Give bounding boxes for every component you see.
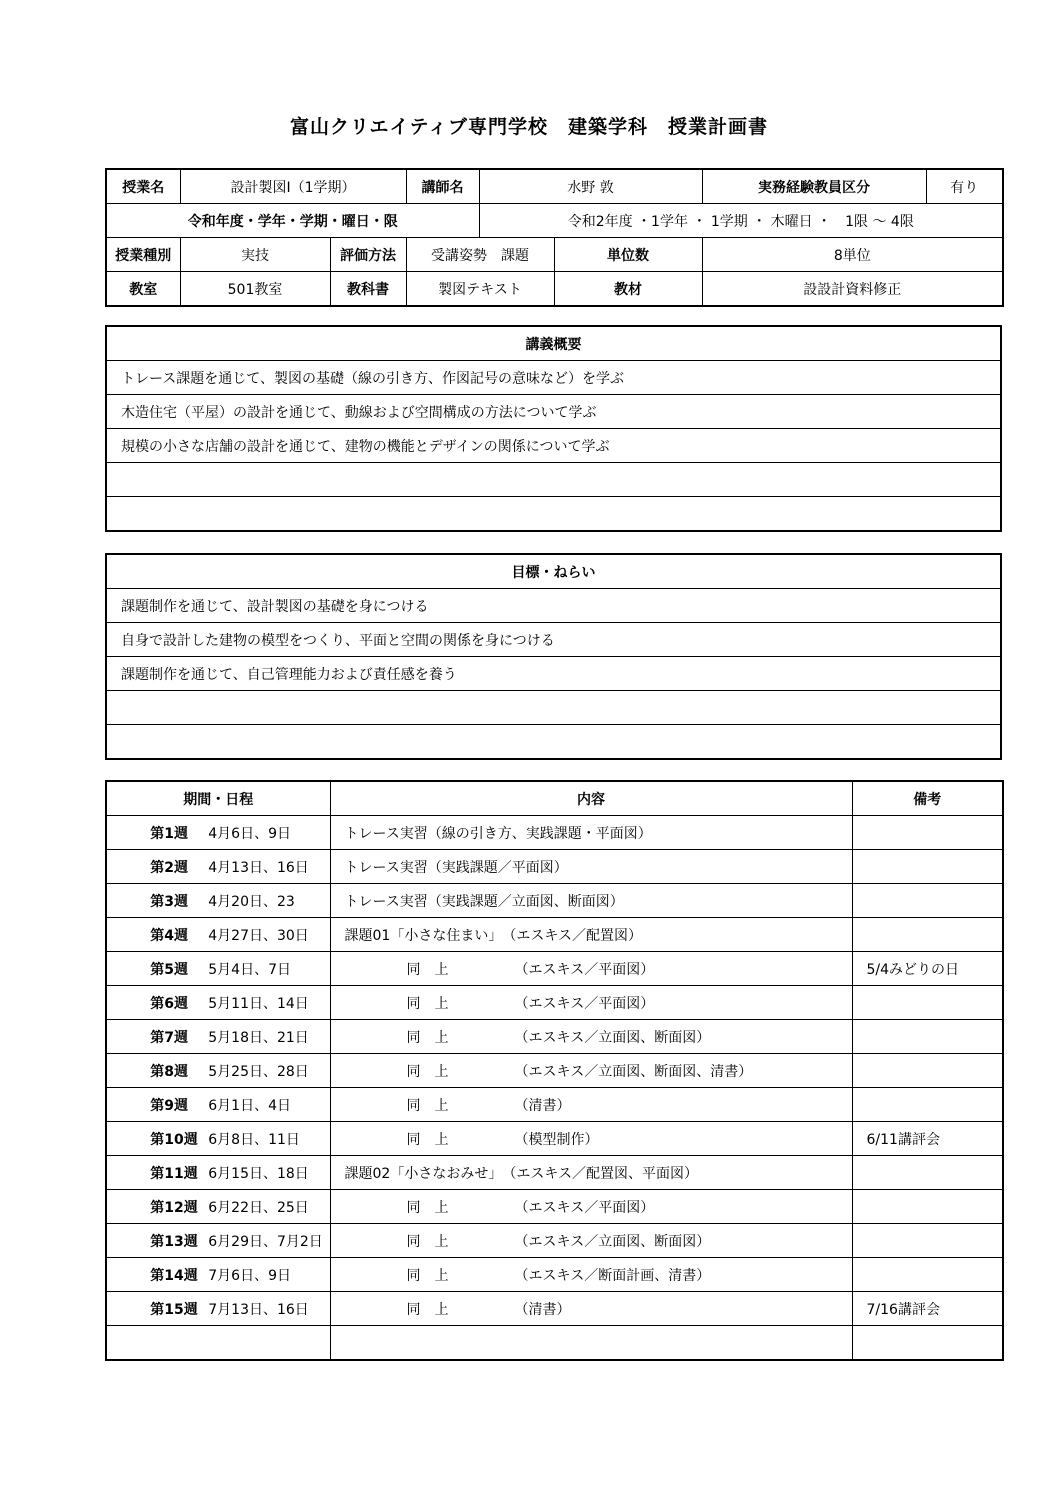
overview-item	[106, 497, 1001, 532]
schedule-period-cell	[106, 1088, 330, 1122]
schedule-note-cell	[852, 1258, 1003, 1292]
term-label: 令和年度・学年・学期・曜日・限	[106, 204, 479, 238]
eval-value: 受講姿勢 課題	[406, 238, 554, 272]
experience-value: 有り	[926, 169, 1003, 204]
table-row	[106, 1258, 1003, 1292]
schedule-header-content: 内容	[330, 781, 852, 816]
overview-item	[106, 463, 1001, 497]
content-main: 同 上	[406, 995, 449, 1012]
schedule-note-cell	[852, 1156, 1003, 1190]
schedule-note-cell	[852, 1088, 1003, 1122]
schedule-header-period: 期間・日程	[106, 781, 330, 816]
schedule-note-cell	[852, 986, 1003, 1020]
schedule-note-cell	[852, 884, 1003, 918]
room-label: 教室	[106, 272, 180, 307]
schedule-period-cell	[106, 816, 330, 850]
content-main: 同 上	[406, 1131, 449, 1148]
week-date: 6月22日、25日	[208, 1199, 309, 1216]
content-main: トレース実習（実践課題／平面図）	[344, 859, 568, 876]
week-date: 5月11日、14日	[208, 995, 309, 1012]
week-label: 第11週	[150, 1165, 198, 1182]
room-value: 501教室	[180, 272, 330, 307]
content-main: 同 上	[406, 1301, 449, 1318]
content-sub: （エスキス／平面図）	[514, 1199, 655, 1216]
week-date: 4月13日、16日	[208, 859, 309, 876]
schedule-content-cell	[330, 1054, 852, 1088]
schedule-period-cell	[106, 1326, 330, 1361]
week-label: 第6週	[150, 995, 188, 1012]
goals-header: 目標・ねらい	[106, 554, 1001, 589]
schedule-content-cell	[330, 1224, 852, 1258]
schedule-note-cell	[852, 850, 1003, 884]
content-main: 同 上	[406, 1097, 449, 1114]
schedule-note-cell	[852, 1224, 1003, 1258]
week-label: 第8週	[150, 1063, 188, 1080]
week-label: 第7週	[150, 1029, 188, 1046]
schedule-period-cell	[106, 1224, 330, 1258]
schedule-period-cell	[106, 1156, 330, 1190]
overview-item: トレース課題を通じて、製図の基礎（線の引き方、作図記号の意味など）を学ぶ	[106, 361, 1001, 395]
table-row	[106, 1190, 1003, 1224]
content-sub: （エスキス／平面図）	[514, 961, 655, 978]
table-row	[106, 1020, 1003, 1054]
week-label: 第14週	[150, 1267, 198, 1284]
table-row	[106, 1326, 1003, 1361]
table-row	[106, 1088, 1003, 1122]
schedule-content-cell	[330, 850, 852, 884]
textbook-label: 教科書	[330, 272, 406, 307]
table-row	[106, 986, 1003, 1020]
course-label: 授業名	[106, 169, 180, 204]
goals-item: 課題制作を通じて、自己管理能力および責任感を養う	[106, 657, 1001, 691]
week-date: 5月18日、21日	[208, 1029, 309, 1046]
material-value: 設設計資料修正	[702, 272, 1003, 307]
schedule-content-cell	[330, 1122, 852, 1156]
content-main: 課題02「小さなおみせ」 （エスキス／配置図、平面図）	[344, 1165, 699, 1182]
table-row	[106, 1122, 1003, 1156]
schedule-content-cell	[330, 1088, 852, 1122]
table-row	[106, 1054, 1003, 1088]
overview-header: 講義概要	[106, 326, 1001, 361]
teacher-value: 水野 敦	[479, 169, 702, 204]
week-date: 5月25日、28日	[208, 1063, 309, 1080]
content-main: トレース実習（線の引き方、実践課題・平面図）	[344, 825, 652, 842]
week-label: 第4週	[150, 927, 188, 944]
table-row	[106, 1292, 1003, 1326]
content-main: 同 上	[406, 1267, 449, 1284]
teacher-label: 講師名	[406, 169, 479, 204]
schedule-period-cell	[106, 1122, 330, 1156]
schedule-note-cell: 6/11講評会	[852, 1122, 1003, 1156]
schedule-note-cell: 7/16講評会	[852, 1292, 1003, 1326]
week-date: 5月4日、7日	[208, 961, 291, 978]
week-label: 第13週	[150, 1233, 198, 1250]
week-label: 第10週	[150, 1131, 198, 1148]
schedule-content-cell	[330, 816, 852, 850]
schedule-content-cell	[330, 884, 852, 918]
table-row	[106, 850, 1003, 884]
material-label: 教材	[554, 272, 702, 307]
schedule-content-cell	[330, 1258, 852, 1292]
schedule-period-cell	[106, 1190, 330, 1224]
table-row	[106, 884, 1003, 918]
schedule-note-cell	[852, 816, 1003, 850]
schedule-period-cell	[106, 1292, 330, 1326]
content-main: 同 上	[406, 1199, 449, 1216]
week-date: 6月8日、11日	[208, 1131, 300, 1148]
schedule-content-cell	[330, 1020, 852, 1054]
table-row	[106, 952, 1003, 986]
schedule-period-cell	[106, 952, 330, 986]
week-date: 4月20日、23	[208, 893, 295, 910]
week-date: 6月1日、4日	[208, 1097, 291, 1114]
overview-table	[105, 325, 1002, 532]
goals-item: 自身で設計した建物の模型をつくり、平面と空間の関係を身につける	[106, 623, 1001, 657]
schedule-period-cell	[106, 1020, 330, 1054]
schedule-content-cell	[330, 918, 852, 952]
goals-item	[106, 691, 1001, 725]
schedule-period-cell	[106, 884, 330, 918]
schedule-note-cell	[852, 918, 1003, 952]
schedule-content-cell	[330, 1190, 852, 1224]
content-main: 同 上	[406, 1233, 449, 1250]
week-label: 第15週	[150, 1301, 198, 1318]
week-label: 第1週	[150, 825, 188, 842]
week-date: 7月6日、9日	[208, 1267, 291, 1284]
type-label: 授業種別	[106, 238, 180, 272]
schedule-note-cell	[852, 1190, 1003, 1224]
table-row	[106, 1156, 1003, 1190]
table-row	[106, 816, 1003, 850]
week-label: 第12週	[150, 1199, 198, 1216]
content-sub: （エスキス／平面図）	[514, 995, 655, 1012]
week-date: 4月6日、9日	[208, 825, 291, 842]
goals-item	[106, 725, 1001, 760]
schedule-content-cell	[330, 1292, 852, 1326]
week-label: 第3週	[150, 893, 188, 910]
week-label: 第9週	[150, 1097, 188, 1114]
schedule-period-cell	[106, 850, 330, 884]
schedule-period-cell	[106, 1054, 330, 1088]
content-sub: （エスキス／立面図、断面図）	[514, 1029, 711, 1046]
content-sub: （エスキス／立面図、断面図）	[514, 1233, 711, 1250]
schedule-period-cell	[106, 986, 330, 1020]
week-date: 7月13日、16日	[208, 1301, 309, 1318]
week-date: 6月15日、18日	[208, 1165, 309, 1182]
term-value: 令和2年度 ・1学年 ・ 1学期 ・ 木曜日 ・ 1限 ～ 4限	[479, 204, 1003, 238]
content-sub: （清書）	[514, 1097, 571, 1114]
schedule-content-cell	[330, 1156, 852, 1190]
content-main: 同 上	[406, 1029, 449, 1046]
overview-item: 規模の小さな店舗の設計を通じて、建物の機能とデザインの関係について学ぶ	[106, 429, 1001, 463]
table-row	[106, 1224, 1003, 1258]
schedule-period-cell	[106, 1258, 330, 1292]
course-info-table	[105, 168, 1004, 307]
schedule-content-cell	[330, 952, 852, 986]
week-date: 4月27日、30日	[208, 927, 309, 944]
course-value: 設計製図Ⅰ（1学期）	[180, 169, 406, 204]
experience-label: 実務経験教員区分	[702, 169, 926, 204]
schedule-table	[105, 780, 1004, 1361]
week-label: 第5週	[150, 961, 188, 978]
content-sub: （エスキス／断面計画、清書）	[514, 1267, 711, 1284]
content-main: トレース実習（実践課題／立面図、断面図）	[344, 893, 624, 910]
content-main: 同 上	[406, 1063, 449, 1080]
schedule-note-cell	[852, 1020, 1003, 1054]
credits-value: 8単位	[702, 238, 1003, 272]
content-sub: （清書）	[514, 1301, 571, 1318]
schedule-content-cell	[330, 1326, 852, 1361]
schedule-period-cell	[106, 918, 330, 952]
goals-item: 課題制作を通じて、設計製図の基礎を身につける	[106, 589, 1001, 623]
textbook-value: 製図テキスト	[406, 272, 554, 307]
schedule-header-note: 備考	[852, 781, 1003, 816]
week-date: 6月29日、7月2日	[208, 1233, 323, 1250]
credits-label: 単位数	[554, 238, 702, 272]
eval-label: 評価方法	[330, 238, 406, 272]
content-sub: （エスキス／立面図、断面図、清書）	[514, 1063, 753, 1080]
type-value: 実技	[180, 238, 330, 272]
overview-item: 木造住宅（平屋）の設計を通じて、動線および空間構成の方法について学ぶ	[106, 395, 1001, 429]
schedule-content-cell	[330, 986, 852, 1020]
schedule-note-cell: 5/4みどりの日	[852, 952, 1003, 986]
week-label: 第2週	[150, 859, 188, 876]
content-main: 同 上	[406, 961, 449, 978]
content-main: 課題01「小さな住まい」 （エスキス／配置図）	[344, 927, 643, 944]
page-title: 富山クリエイティブ専門学校 建築学科 授業計画書	[289, 116, 769, 138]
schedule-note-cell	[852, 1326, 1003, 1361]
table-row	[106, 918, 1003, 952]
schedule-note-cell	[852, 1054, 1003, 1088]
goals-table	[105, 553, 1002, 760]
content-sub: （模型制作）	[514, 1131, 599, 1148]
